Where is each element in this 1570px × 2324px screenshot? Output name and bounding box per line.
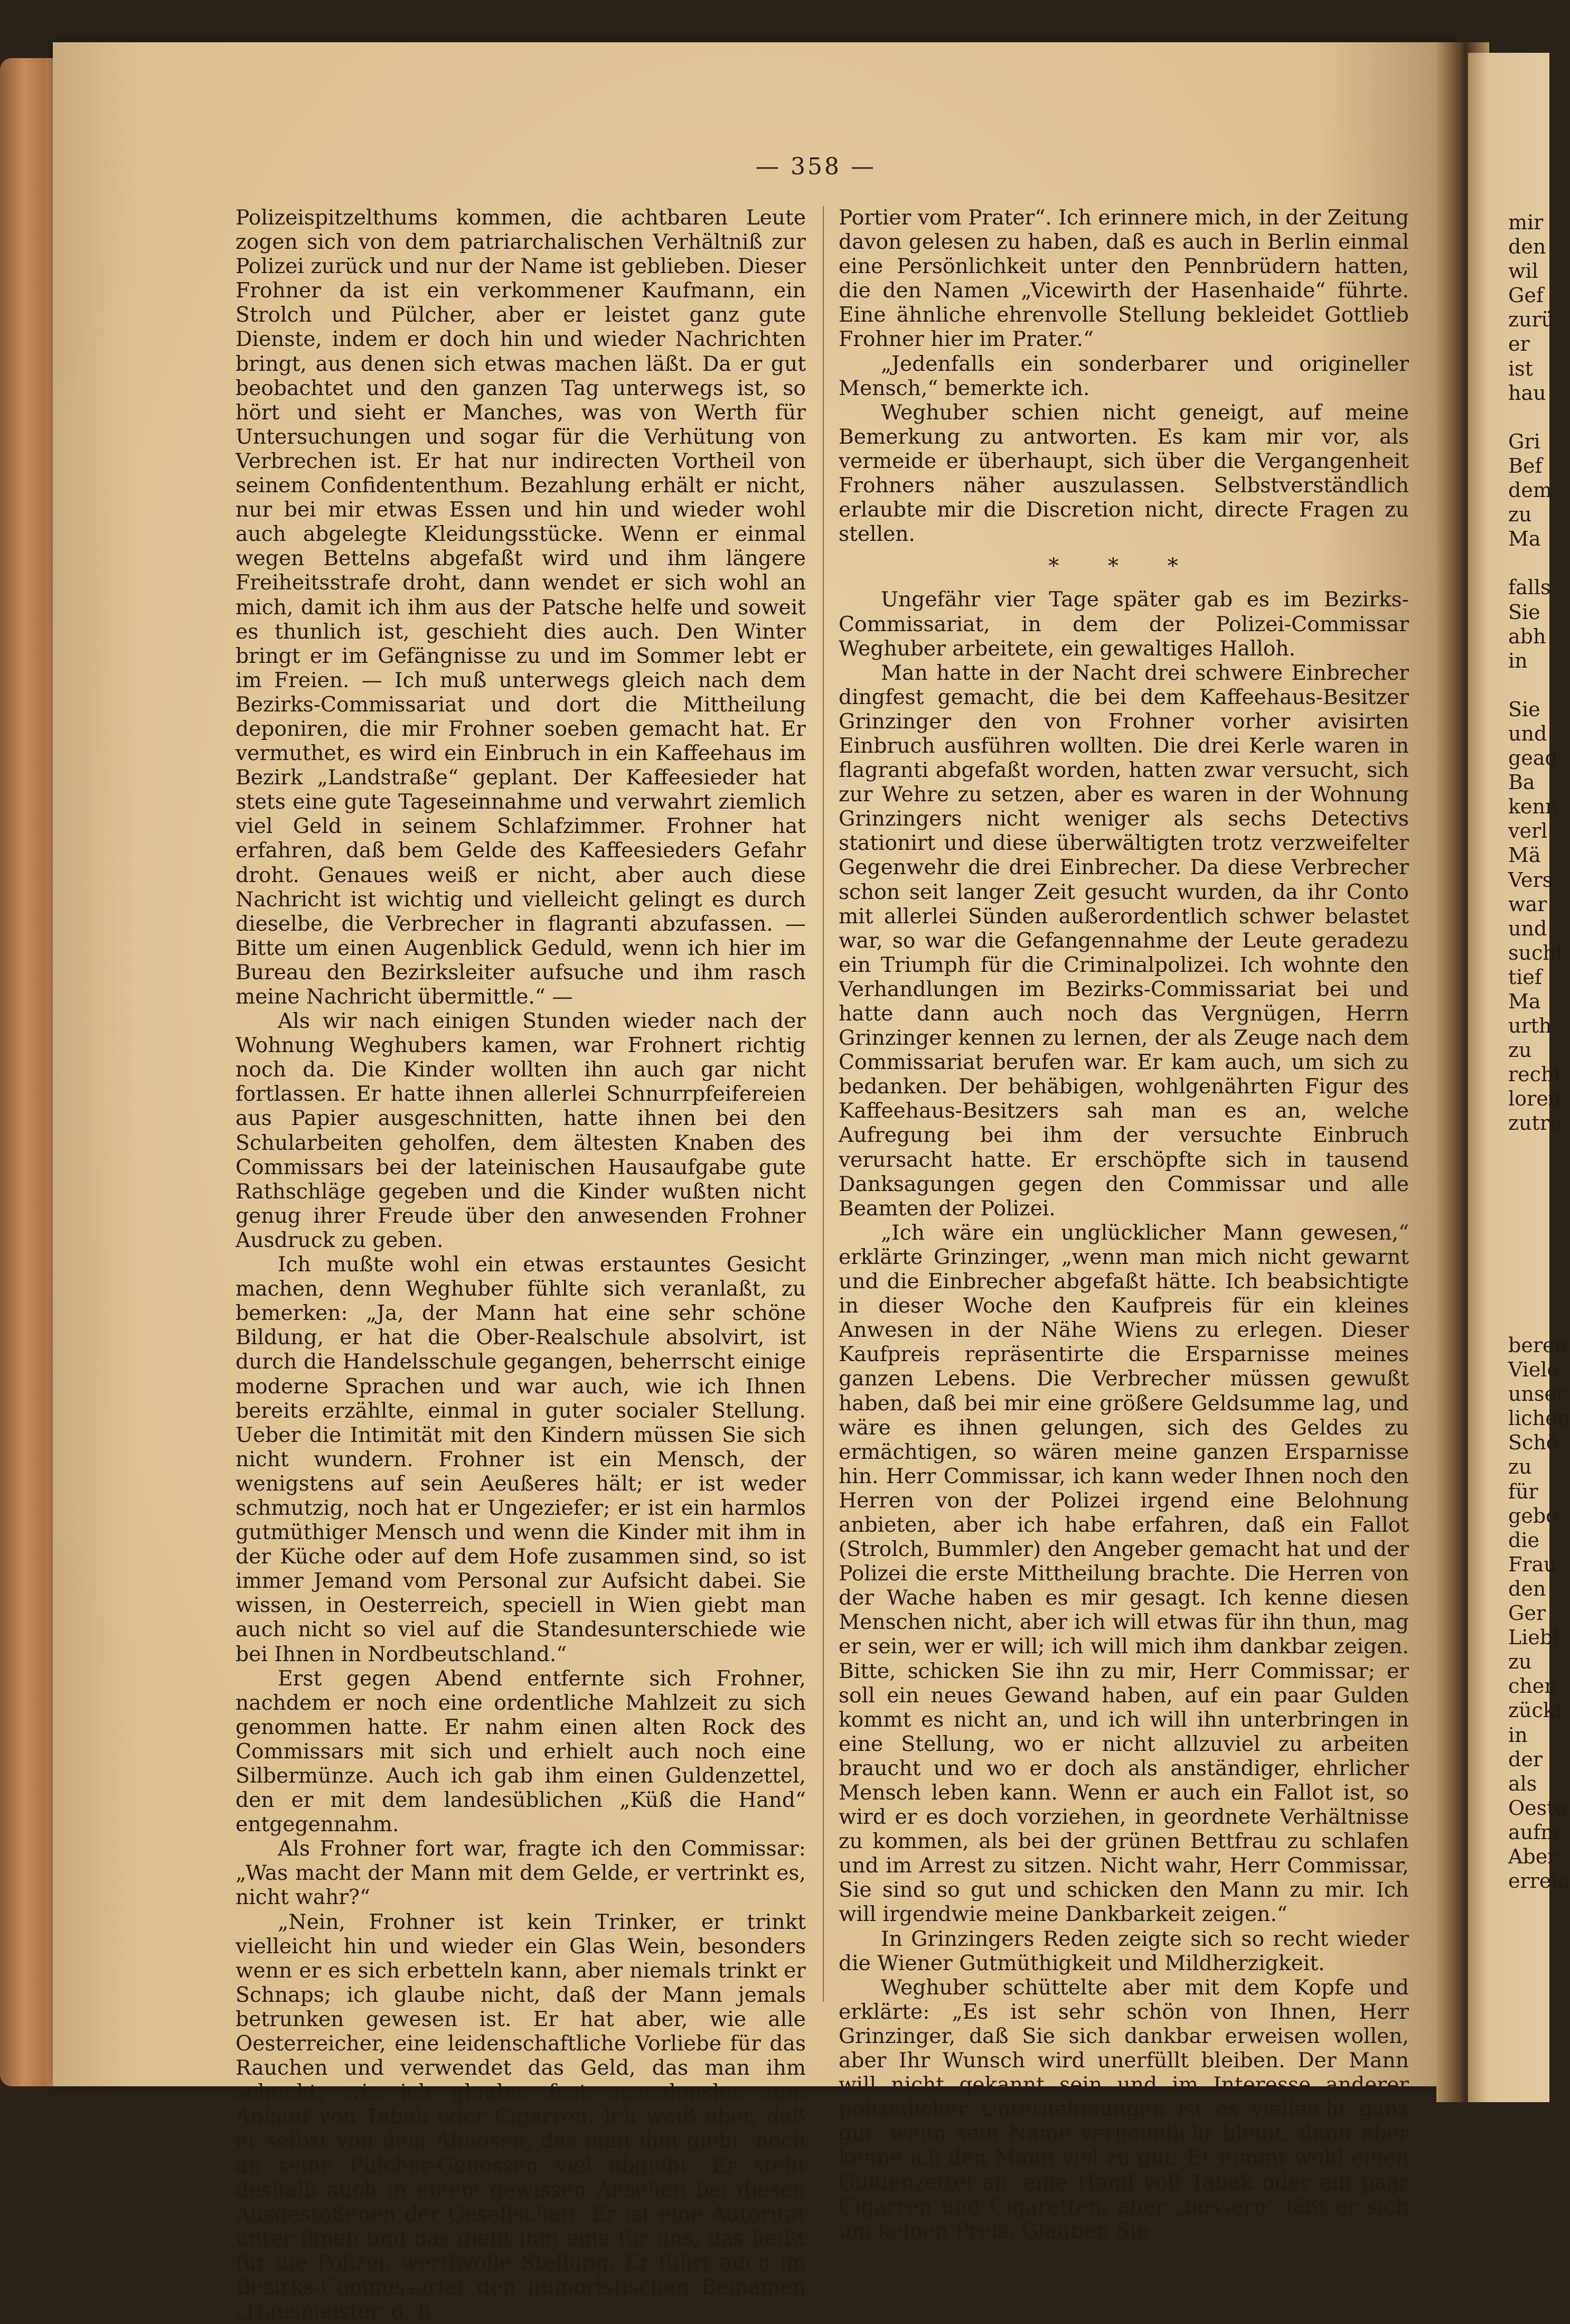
fragment-line: zurü <box>1508 308 1555 332</box>
paragraph: Man hatte in der Nacht drei schwere Einbrecher dingfest gemacht, die bei dem Kaffeehaus-Besitzer Grinzinger den von Frohner vorher avisirten Einbruch ausführen wollten. Die drei Kerle waren in flagranti abgefaßt worden, hatten zwar versucht, sich zur Wehre zu setzen, aber es waren in der Wohnung Grinzingers nicht weniger als sechs Detectivs stationirt und diese überwältigten trotz verzweifelter Gegenwehr die drei Einbrecher. Da diese Verbrecher schon seit langer Zeit gesucht wurden, da ihr Conto mit allerlei Sünden außerordentlich schwer belastet war, so war die Gefangennahme der Leute geradezu ein Triumph für die Criminalpolizei. Ich wohnte den Verhandlungen im Bezirks-Commissariat bei und hatte dann auch noch das Vergnügen, Herrn Grinzinger kennen zu lernen, der als Zeuge nach dem Commissariat berufen war. Er kam auch, um sich zu bedanken. Der behäbigen, wohlgenährten Figur des Kaffeehaus-Besitzers sah man es an, welche Aufregung bei ihm der versuchte Einbruch verursacht hatte. Er erschöpfte sich in tausend Danksagungen gegen den Commissar und alle Beamten der Polizei. <box>839 661 1409 1221</box>
fragment-line: er <box>1508 332 1530 356</box>
paragraph: Als Frohner fort war, fragte ich den Commissar: „Was macht der Mann mit dem Gelde, er vertrinkt es, nicht wahr?“ <box>236 1837 806 1910</box>
paragraph: Weghuber schüttelte aber mit dem Kopfe und erklärte: „Es ist sehr schön von Ihnen, Herr Grinzinger, daß Sie sich dankbar erweisen wollen, aber Ihr Wunsch wird unerfüllt bleiben. Der Mann will nicht gekannt sein und im Interesse anderer polizeilicher Unternehmungen ist es vielleicht ganz gut, wenn sein Name verheimlicht bleibt; dann aber kenne ich den Mann viel zu gut: Er nimmt wohl einen Guldenzettel an, eine Hand voll Tabak oder ein paar Cigarren und Cigaretten, aber „bessern“ läßt er sich um keinen Preis. Glauben Sie <box>839 1975 1409 2243</box>
text-section-after-break <box>839 588 1409 2243</box>
fragment-line <box>1508 405 1550 429</box>
section-break-stars: * * * <box>1048 554 1199 579</box>
next-page-fragment-bottom <box>1508 1333 1570 1893</box>
fragment-line: Aber <box>1508 1844 1557 1868</box>
page-number: — 358 — <box>756 153 876 180</box>
text-column-right <box>839 206 1409 2244</box>
text-column-left <box>236 206 806 2324</box>
paragraph: In Grinzingers Reden zeigte sich so recht wieder die Wiener Gutmüthigkeit und Mildherzigkeit. <box>839 1927 1409 1975</box>
fragment-line: in <box>1508 1723 1528 1747</box>
fragment-line: zu <box>1508 1650 1532 1674</box>
fragment-line: der <box>1508 1747 1543 1771</box>
paragraph: Ich mußte wohl ein etwas erstauntes Gesicht machen, denn Weghuber fühlte sich veranlaßt, zu bemerken: „Ja, der Mann hat eine sehr schöne Bildung, er hat die Ober-Realschule absolvirt, ist durch die Handelsschule gegangen, beherrscht einige moderne Sprachen und war auch, wie ich Ihnen bereits erzählte, einmal in guter socialer Stellung. Ueber die Intimität mit den Kindern müssen Sie sich nicht wundern. Frohner ist ein Mensch, der wenigstens auf sein Aeußeres hält; er ist weder schmutzig, noch hat er Ungeziefer; er ist ein harmlos gutmüthiger Mensch und wenn die Kinder mit ihm in der Küche oder auf dem Hofe zusammen sind, so ist immer Jemand vom Personal zur Aufsicht dabei. Sie wissen, in Oesterreich, speciell in Wien giebt man auch nicht so viel auf die Standesunterschiede wie bei Ihnen in Nordbeutschland.“ <box>236 1253 806 1666</box>
fragment-line: Schö <box>1508 1431 1558 1455</box>
fragment-line: Gri <box>1508 429 1540 453</box>
fragment-line: falls <box>1508 576 1551 599</box>
next-page-fragment-top <box>1508 210 1564 1136</box>
paragraph: Erst gegen Abend entfernte sich Frohner, nachdem er noch eine ordentliche Mahlzeit zu sich genommen hatte. Er nahm einen alten Rock des Commissars mit sich und erhielt auch noch eine Silbermünze. Auch ich gab ihm einen Guldenzettel, den er mit dem landesüblichen „Küß die Hand“ entgegennahm. <box>236 1666 806 1837</box>
fragment-line: Sie <box>1508 600 1540 624</box>
fragment-line: die <box>1508 1528 1539 1552</box>
paragraph: „Ich wäre ein unglücklicher Mann gewesen,“ erklärte Grinzinger, „wenn man mich nicht gewarnt und die Einbrecher abgefaßt hätte. Ich beabsichtigte in dieser Woche den Kaufpreis für ein kleines Anwesen in der Nähe Wiens zu erlegen. Dieser Kaufpreis repräsentirte die Ersparnisse meines ganzen Lebens. Die Verbrecher müssen gewußt haben, daß bei mir eine größere Geldsumme lag, und wäre es ihnen gelungen, sich des Geldes zu ermächtigen, so wären meine ganzen Ersparnisse hin. Herr Commissar, ich kann weder Ihnen noch den Herren von der Polizei irgend eine Belohnung anbieten, aber ich habe erfahren, daß ein Fallot (Strolch, Bummler) den Angeber gemacht hat und der Polizei die erste Mittheilung brachte. Die Herren von der Wache haben es mir gesagt. Ich kenne diesen Menschen nicht, aber ich will etwas für ihn thun, mag er sein, wer er will; ich will mich ihm dankbar zeigen. Bitte, schicken Sie ihn zu mir, Herr Commissar; er soll ein neues Gewand haben, auf ein paar Gulden kommt es nicht an, und ich will ihn unterbringen in eine Stellung, wo er nicht allzuviel zu arbeiten braucht und wo er doch als anständiger, ehrlicher Mensch leben kann. Wenn er auch ein Fallot ist, so wird er es doch vorziehen, in geordnete Verhältnisse zu kommen, als bei der grünen Bettfrau zu schlafen und im Arrest zu sitzen. Nicht wahr, Herr Commissar, Sie sind so gut und schicken den Mann zu mir. Ich will irgendwie meine Dankbarkeit zeigen.“ <box>839 1221 1409 1927</box>
fragment-line: dem <box>1508 479 1552 502</box>
fragment-line: als <box>1508 1772 1537 1795</box>
fragment-line: ist <box>1508 357 1533 380</box>
fragment-line: kenn <box>1508 795 1558 819</box>
fragment-line: und <box>1508 916 1547 940</box>
fragment-line: hau <box>1508 381 1546 405</box>
fragment-line: zückt <box>1508 1699 1564 1722</box>
fragment-line <box>1508 551 1550 575</box>
paragraph: Portier vom Prater“. Ich erinnere mich, in der Zeitung davon gelesen zu haben, daß es auch in Berlin einmal eine Persönlichkeit unter den Pennbrüdern hatten, die den Namen „Vicewirth der Hasenhaide“ führte. Eine ähnliche ehrenvolle Stellung bekleidet Gottlieb Frohner hier im Prater.“ <box>839 206 1409 352</box>
fragment-line: den <box>1508 1577 1546 1600</box>
fragment-line: Viele <box>1508 1358 1559 1382</box>
paragraph: Weghuber schien nicht geneigt, auf meine Bemerkung zu antworten. Es kam mir vor, als vermeide er überhaupt, sich über die Vergangenheit Frohners näher auszulassen. Selbstverständlich erlaubte mir die Discretion nicht, directe Fragen zu stellen. <box>839 400 1409 547</box>
fragment-line: für <box>1508 1479 1538 1503</box>
fragment-line: Ba <box>1508 771 1535 794</box>
paragraph: „Nein, Frohner ist kein Trinker, er trinkt vielleicht hin und wieder ein Glas Wein, besonders wenn er es sich erbetteln kann, aber niemals trinkt er Schnaps; ich glaube nicht, daß der Mann jemals betrunken gewesen ist. Er hat aber, wie alle Oesterreicher, eine leidenschaftliche Vorliebe für das Rauchen und verwendet das Geld, das man ihm schenkt, wie ich glaube, fast ausnahmslos zum Ankauf von Tabak oder Cigarren. Ich weiß aber, daß er selbst von dem Almosen, das man ihm giebt, noch an seine Pülcher-Genossen viel abgiebt. Er steht deshalb auch in einem gewissen Ansehen bei diesen Ausgestoßenen der Gesellschaft. Er ist eine Autorität unter ihnen und das giebt ihm eine für uns, das heißt für die Polizei, werthvolle Stellung. Er führt auch im Bezirks-Commissariat den humoristischen Beinamen „Hausmeister, d. h. <box>236 1910 806 2324</box>
fragment-line: gead <box>1508 746 1558 770</box>
fragment-line: zu <box>1508 1038 1532 1062</box>
fragment-line: in <box>1508 649 1528 672</box>
fragment-line: erreic <box>1508 1869 1569 1893</box>
fragment-line <box>1508 673 1550 697</box>
paragraph: Ungefähr vier Tage später gab es im Bezirks-Commissariat, in dem der Polizei-Commissar Weghuber arbeitete, ein gewaltiges Halloh. <box>839 588 1409 661</box>
fragment-line: lichen <box>1508 1407 1570 1430</box>
fragment-line: sucht <box>1508 941 1564 964</box>
fragment-line: Sie <box>1508 697 1540 721</box>
fragment-line: Frau <box>1508 1552 1557 1576</box>
fragment-line: chen <box>1508 1674 1557 1698</box>
paragraph: Polizeispitzelthums kommen, die achtbaren Leute zogen sich von dem patriarchalischen Verhältniß zur Polizei zurück und nur der Name ist geblieben. Dieser Frohner da ist ein verkommener Kaufmann, ein Strolch und Pülcher, aber er leistet ganz gute Dienste, indem er doch hin und wieder Nachrichten bringt, aus denen sich etwas machen läßt. Da er gut beobachtet und den ganzen Tag unterwegs ist, so hört und sieht er Manches, was von Werth für Untersuchungen und sogar für die Verhütung von Verbrechen ist. Er hat nur indirecten Vortheil von seinem Confidententhum. Bezahlung erhält er nicht, nur bei mir etwas Essen und hin und wieder wohl auch abgelegte Kleidungsstücke. Wenn er einmal wegen Bettelns abgefaßt wird und ihm längere Freiheitsstrafe droht, dann wendet er sich wohl an mich, damit ich ihm aus der Patsche helfe und soweit es thunlich ist, geschieht dies auch. Den Winter bringt er im Gefängnisse zu und im Sommer lebt er im Freien. — Ich muß unterwegs gleich nach dem Bezirks-Commissariat und dort die Mittheilung deponiren, die mir Frohner soeben gemacht hat. Er vermuthet, es wird ein Einbruch in ein Kaffeehaus im Bezirk „Landstraße“ geplant. Der Kaffeesieder hat stets eine gute Tageseinnahme und verwahrt ziemlich viel Geld in seinem Schlafzimmer. Frohner hat erfahren, daß bem Gelde des Kaffeesieders Gefahr droht. Genaues weiß er nicht, aber auch diese Nachricht ist wichtig und vielleicht gelingt es durch dieselbe, die Verbrecher in flagranti abzufassen. — Bitte um einen Augenblick Geduld, wenn ich hier im Bureau den Bezirksleiter aufsuche und ihm rasch meine Nachricht übermittle.“ — <box>236 206 806 1009</box>
fragment-line: Oeste <box>1508 1796 1567 1820</box>
fragment-line: den <box>1508 235 1546 259</box>
fragment-line: unser <box>1508 1382 1566 1406</box>
fragment-line: Liebl <box>1508 1626 1559 1650</box>
fragment-line: beren <box>1508 1334 1567 1357</box>
fragment-line: Vers <box>1508 868 1553 892</box>
fragment-line: Mä <box>1508 844 1541 867</box>
fragment-line: mir <box>1508 211 1544 234</box>
fragment-line: zutre <box>1508 1111 1562 1135</box>
fragment-line: aufm <box>1508 1820 1560 1844</box>
fragment-line: und <box>1508 721 1547 745</box>
fragment-line: Gef <box>1508 284 1544 307</box>
text-section-before-break <box>839 206 1409 547</box>
fragment-line: wil <box>1508 259 1538 283</box>
fragment-line: Bef <box>1508 454 1543 477</box>
paragraph: „Jedenfalls ein sonderbarer und origineller Mensch,“ bemerkte ich. <box>839 352 1409 400</box>
fragment-line: urth <box>1508 1014 1552 1038</box>
column-divider <box>823 206 824 2002</box>
fragment-line: Ma <box>1508 990 1541 1013</box>
fragment-line: recht <box>1508 1063 1562 1086</box>
fragment-line: loren <box>1508 1087 1562 1111</box>
fragment-line: war <box>1508 892 1547 916</box>
fragment-line: verl <box>1508 819 1548 843</box>
fragment-line: Ma <box>1508 527 1541 551</box>
fragment-line: zu <box>1508 1455 1532 1479</box>
fragment-line: Ger <box>1508 1601 1546 1625</box>
fragment-line: tief <box>1508 965 1542 989</box>
paragraph: Als wir nach einigen Stunden wieder nach der Wohnung Weghubers kamen, war Frohnert richtig noch da. Die Kinder wollten ihn auch gar nicht fortlassen. Er hatte ihnen allerlei Schnurrpfeifereien aus Papier ausgeschnitten, hatte ihnen bei den Schularbeiten geholfen, dem ältesten Knaben des Commissars bei der lateinischen Hausaufgabe gute Rathschläge gegeben und die Kinder wußten nicht genug ihrer Freude über den anwesenden Frohner Ausdruck zu geben. <box>236 1009 806 1252</box>
fragment-line: zu <box>1508 503 1532 527</box>
fragment-line: gebo <box>1508 1504 1558 1528</box>
fragment-line: abh <box>1508 624 1546 648</box>
